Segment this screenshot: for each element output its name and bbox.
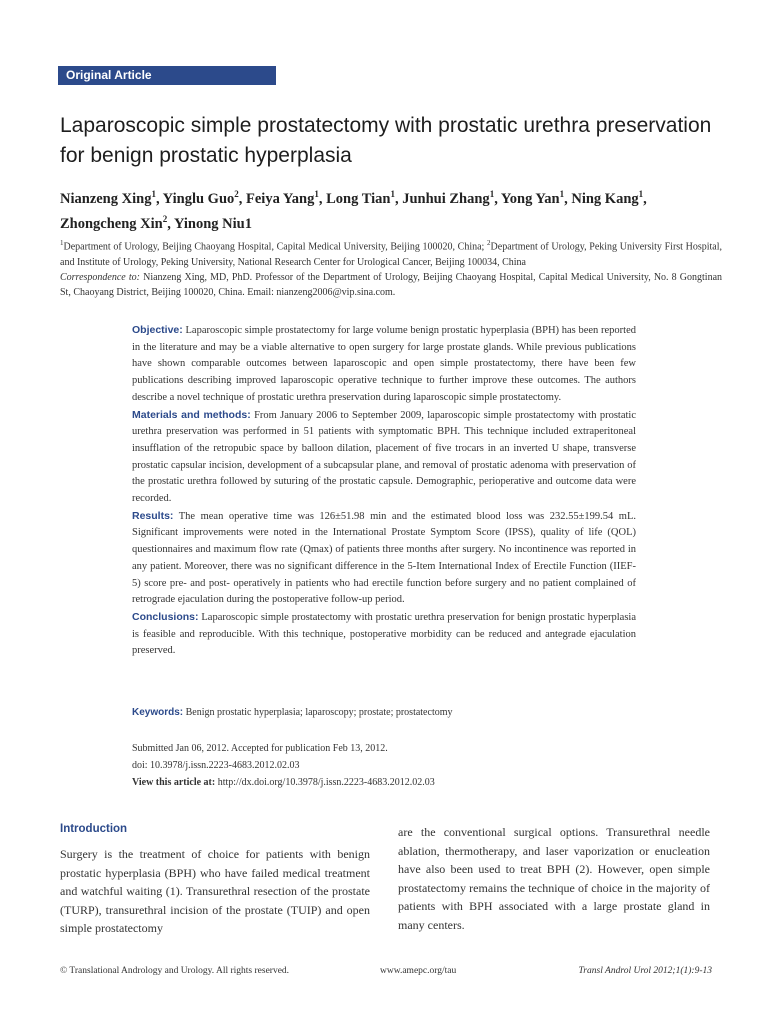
- article-type-badge: Original Article: [58, 66, 276, 85]
- author-list: Nianzeng Xing$^1$, Yinglu Guo$^2$, Feiya Yang$^1$, Long Tian$^1$, Junhui Zhang$^1$, Yong Yan$^1$, Ning Kang$^1$, Zhongcheng Xin$^2$, Yinong Niu1: [60, 189, 647, 232]
- page-footer: [60, 966, 712, 982]
- keywords-text: Benign prostatic hyperplasia; laparoscopy; prostate; prostatectomy: [185, 707, 453, 718]
- intro-paragraph-right: are the conventional surgical options. Transurethral needle ablation, thermotherapy, and laser vaporization or enucleation have also been used to treat BPH (2). However, open simple prostatectomy remains the technique of choice in the majority of patients with BPH associated with a large prostate gland in many centers.: [398, 825, 710, 932]
- affiliation-2: Department of Urology, Peking University First Hospital, and Institute of Urology, Peking University, National Research Center for Urological Cancer, Beijing 100034, China: [60, 241, 723, 268]
- affiliations: $^1$Department of Urology, Beijing Chaoyang Hospital, Capital Medical University, Beijing 100020, China; $^2$Department of Urology, Peking University First Hospital, and Institute of Urology, Peking University, National Research Center for Urological Cancer, Beijing 100034, China Correspondence to: Nianzeng Xing, MD, PhD. Professor of the Department of Urology, Beijing Chaoyang Hospital, Capital Medical University, No. 8 Gongtinan St, Chaoyang District, Beijing 100020, China. Email: nianzeng2006@vip.sina.com.: [60, 239, 723, 299]
- abstract: [132, 322, 636, 660]
- submission-dates: Submitted Jan 06, 2012. Accepted for publication Feb 13, 2012.: [132, 743, 388, 754]
- doi: doi: 10.3978/j.issn.2223-4683.2012.02.03: [132, 760, 300, 771]
- author: Long Tian: [326, 190, 391, 207]
- keywords-label: Keywords:: [132, 707, 184, 718]
- view-article: View this article at: http://dx.doi.org/10.3978/j.issn.2223-4683.2012.02.03: [132, 777, 435, 788]
- abstract-results: Results: The mean operative time was 126±51.98 min and the estimated blood loss was 232.55±199.54 mL. Significant improvements were noted in the International Prostate Symptom Score (IPSS), quality of life (QOL) questionnaires and maximum flow rate (Qmax) of patients three months after surgery. No incontinence was reported in any patient. Moreover, there was no significant difference in the 5-Item International Index of Erectile Function (IIEF-5) score pre- and post- operatively in patients who had erectile function before surgery and no patient complained of retrograde ejaculation during the postoperative follow-up period.: [132, 509, 636, 606]
- abstract-conclusions: Conclusions: Laparoscopic simple prostatectomy with prostatic urethra preservation for benign prostatic hyperplasia is feasible and reproducible. With this technique, postoperative morbidity can be reduced and antegrade ejaculation preserved.: [132, 610, 636, 657]
- author: Nianzeng Xing: [60, 190, 152, 207]
- author: Yinong Niu1: [173, 215, 252, 232]
- article-meta: [132, 740, 636, 791]
- section-heading-introduction: Introduction: [60, 823, 128, 835]
- body-column-left: [60, 823, 370, 938]
- correspondence-label: Correspondence to:: [60, 271, 140, 283]
- journal-site-link[interactable]: www.amepc.org/tau: [380, 966, 457, 976]
- author: Yong Yan: [500, 190, 560, 207]
- citation: Transl Androl Urol 2012;1(1):9-13: [578, 966, 712, 976]
- abstract-methods: Materials and methods: From January 2006 to September 2009, laparoscopic simple prostatectomy with prostatic urethra preservation was performed in 51 patients with symptomatic BPH. This technique included extraperitoneal insufflation of the retropubic space by balloon dilation, placement of five trocars in an inverted U shape, transverse prostatic capsular incision, development of a subcapsular plane, and removal of prostatic adenoma with preservation of the prostatic urethra followed by suturing of the prostatic capsule. Demographic, perioperative and outcome data were recorded.: [132, 408, 637, 505]
- affiliation-1: Department of Urology, Beijing Chaoyang Hospital, Capital Medical University, Beijing 100020, China;: [63, 241, 485, 253]
- body-column-right: [398, 823, 710, 934]
- intro-paragraph-left: Surgery is the treatment of choice for patients with benign prostatic hyperplasia (BPH) who have failed medical treatment and watchful waiting (1). Transurethral resection of the prostate (TURP), transurethral incision of the prostate (TUIP) and open simple prostatectomy: [60, 847, 370, 935]
- author: Zhongcheng Xin: [60, 215, 163, 232]
- copyright: © Translational Andrology and Urology. All rights reserved.: [60, 966, 290, 976]
- author: Ning Kang: [571, 190, 639, 207]
- author: Junhui Zhang: [402, 190, 490, 207]
- keywords: [132, 707, 636, 718]
- correspondence-text: Nianzeng Xing, MD, PhD. Professor of the Department of Urology, Beijing Chaoyang Hospital, Capital Medical University, No. 8 Gongtinan St, Chaoyang District, Beijing 100020, China. Email: nianzeng2006@vip.sina.com.: [60, 271, 723, 299]
- abstract-objective: Objective: Laparoscopic simple prostatectomy for large volume benign prostatic hyperplasia (BPH) has been reported in the literature and may be a viable alternative to open surgery for large prostate glands. While previous publications have shown comparable outcomes between laparoscopic and open simple prostatectomy, there have been few publications describing improved laparoscopic operative technique to further improve these outcomes. The authors describe a novel technique of prostatic urethra preservation during laparoscopic simple prostatectomy.: [132, 324, 637, 403]
- article-title: Laparoscopic simple prostatectomy with prostatic urethra preservation for benign prostatic hyperplasia: [60, 114, 712, 167]
- author: Yinglu Guo: [162, 190, 235, 207]
- author: Feiya Yang: [246, 190, 315, 207]
- article-link[interactable]: http://dx.doi.org/10.3978/j.issn.2223-4683.2012.02.03: [217, 777, 435, 788]
